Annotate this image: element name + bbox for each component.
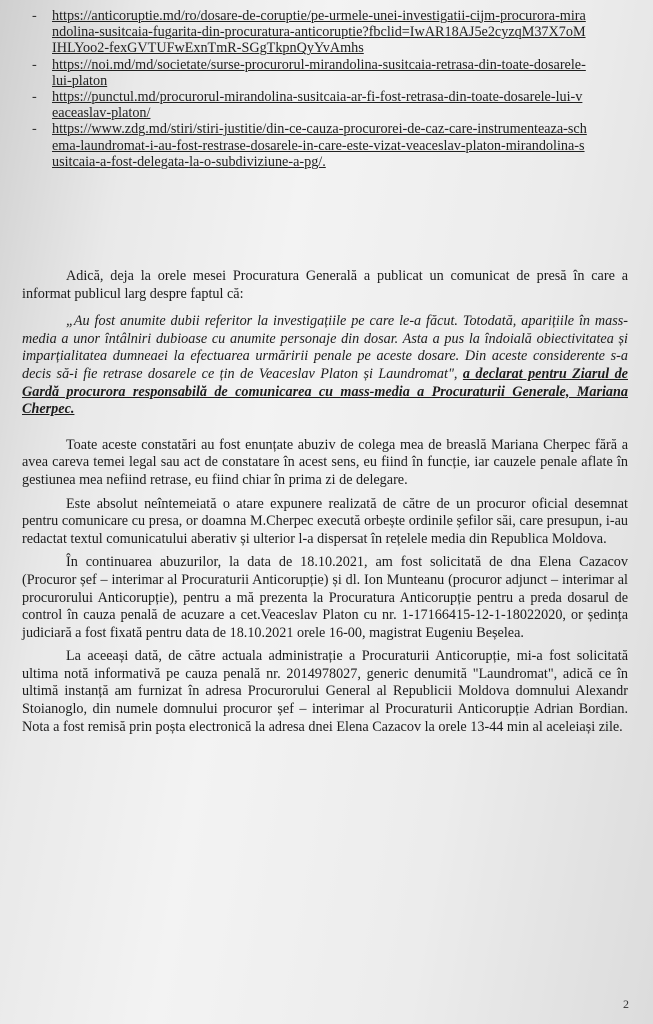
paragraph-4: La aceeași dată, de către actuala administrație a Procuraturii Anticorupție, mi-a fost solicitată ultima notă informativă pe cauza penală nr. 2014978027, generic denumită "Laundromat", adică ce în ultimă instanță am furnizat în adresa Procurorului General al Republicii Moldova domnului Alexandr Stoianoglo, din numele domnului procuror șef – interimar al Procuraturii Anticorupție Adrian Bordian. Nota a fost remisă prin poșta electronică la adresa dnei Elena Cazacov la orele 13-44 min al aceleiași zile. — [22, 648, 628, 735]
quote-text: „Au fost anumite dubii referitor la investigațiile pe care le-a făcut. Totodată, aparițiile în mass-media a unor întâlniri dubioase cu anumite personaje din dosar. Asta a pus la îndoială obiectivitatea și imparțialitatea dumneaei la efectuarea urmăririi penale pe aceste dosare. Din aceste considerente s-a decis să-i fie retrase dosarele ce țin de Veaceslav Platon și Laundromat", — [22, 313, 628, 382]
paragraph-3: În continuarea abuzurilor, la data de 18.10.2021, am fost solicitată de dna Elena Cazacov (Procuror șef – interimar al Procuraturii Anticorupție) și dl. Ion Munteanu (procuror adjunct – interimar al procurorului Anticorupție), pentru a mă prezenta la Procuratura Anticorupție pentru a preda dosarul de control în cauza penală de acuzare a cet.Veaceslav Platon cu nr. 1-17166415-12-1-18022020, or ședința judiciară a fost fixată pentru data de 18.10.2021 orele 16-00, magistrat Eugeniu Beșelea. — [22, 554, 628, 641]
list-item — [28, 8, 588, 57]
list-item — [28, 121, 588, 170]
paragraph-1: Toate aceste constatări au fost enunțate abuziv de colega mea de breaslă Mariana Cherpec fără a avea careva temei legal sau act de constatare în acest sens, eu fiind în funcție, iar cauzele penale aflate în gestiunea mea nefiind retrase, eu fiind chiar în prima zi de delegare. — [22, 436, 628, 488]
source-links-list — [28, 8, 588, 170]
document-body — [22, 268, 628, 742]
press-quote — [22, 313, 628, 419]
paragraph-2: Este absolut neîntemeiată o atare expunere realizată de către de un procuror oficial desemnat pentru comunicare cu presa, or doamna M.Cherpec execută orbește ordinile șefilor săi, care presupun, i-au redactat textul comunicatului aberativ și ulterior l-a dispersat în rețelele media din Republica Moldova. — [22, 495, 628, 547]
quote-attribution: a declarat pentru Ziarul de Gardă procurora responsabilă de comunicarea cu mass-media a Procuraturii Generale, Mariana Cherpec. — [22, 365, 628, 418]
paragraph-intro: Adică, deja la orele mesei Procuratura Generală a publicat un comunicat de presă în care a informat publicul larg despre faptul că: — [22, 268, 628, 302]
page-number: 2 — [623, 997, 629, 1011]
link-anticoruptie[interactable]: https://anticoruptie.md/ro/dosare-de-coruptie/pe-urmele-unei-investigatii-cijm-procurora-mirandolina-susitcaia-fugarita-din-procuratura-anticoruptie?fbclid=IwAR18AJ5e2cyzqM37X7oMIHLYoo2-fexGVTUFwExnTmR-SGgTkpnQyYvAmhs — [52, 8, 586, 57]
list-item — [28, 89, 588, 121]
list-item — [28, 57, 588, 89]
link-punctul-md[interactable]: https://punctul.md/procurorul-mirandolina-susitcaia-ar-fi-fost-retrasa-din-toate-dosarele-lui-veaceaslav-platon/ — [52, 89, 583, 122]
link-zdg-md[interactable]: https://www.zdg.md/stiri/stiri-justitie/din-ce-cauza-procurorei-de-caz-care-instrumenteaza-schema-laundromat-i-au-fost-restrase-dosarele-in-care-este-vizat-veaceslav-platon-mirandolina-susitcaia-a-fost-delegata-la-o-subdiviziune-a-pg/. — [52, 121, 587, 170]
link-noi-md[interactable]: https://noi.md/md/societate/surse-procurorul-mirandolina-susitcaia-retrasa-din-toate-dosarele-lui-platon — [52, 56, 586, 89]
